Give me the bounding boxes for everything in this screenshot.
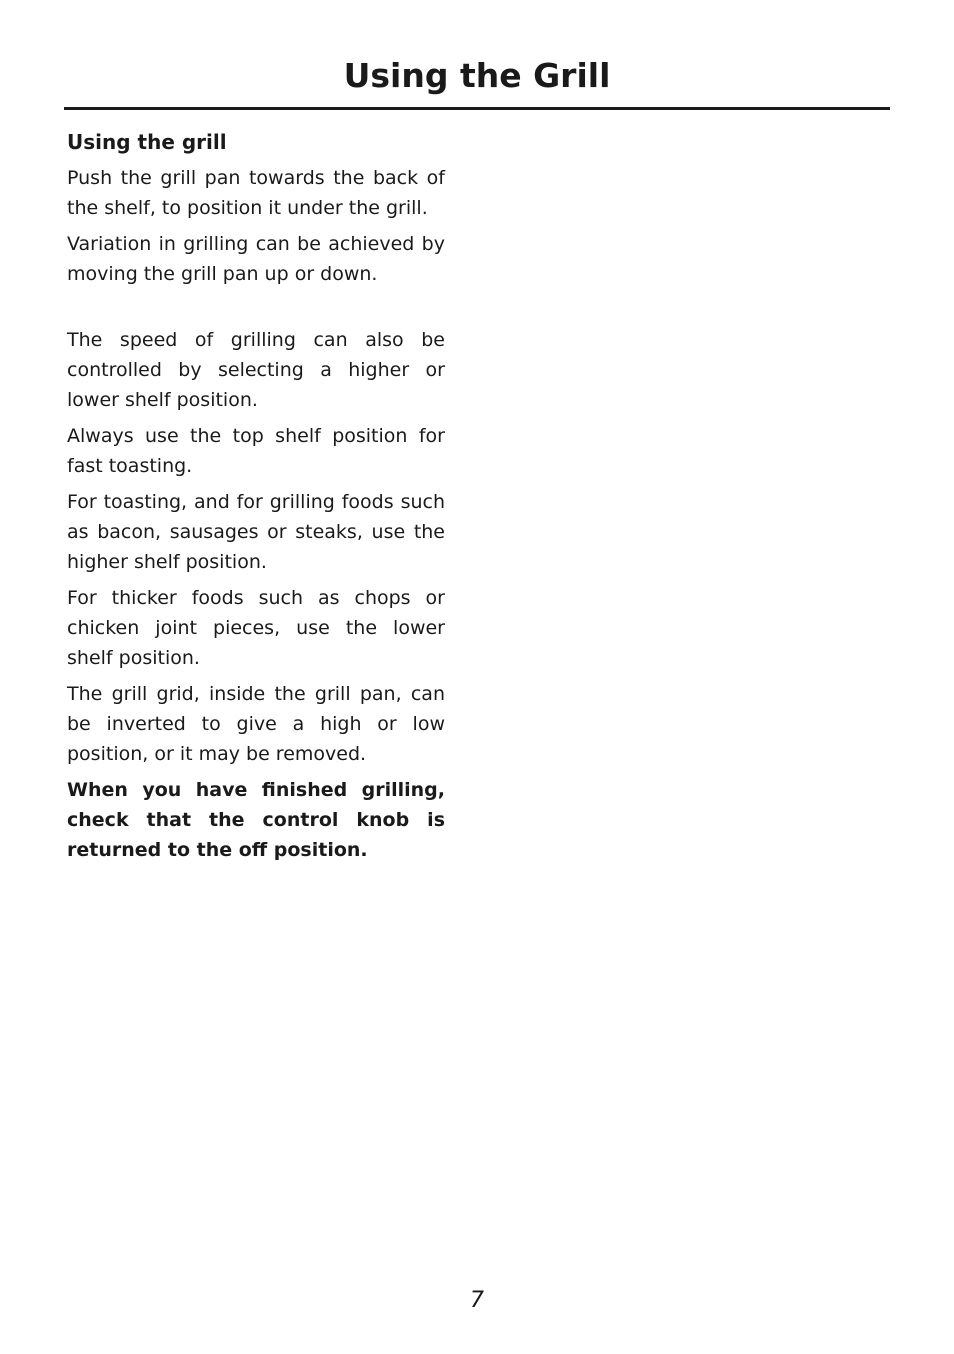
paragraph-grilling-speed: The speed of grilling can also be controlled by selecting a higher or lower shelf position.: [67, 329, 445, 411]
page-title: Using the Grill: [343, 56, 611, 95]
paragraph-grill-pan-position: Push the grill pan towards the back of the shelf, to position it under the grill.: [67, 167, 445, 219]
paragraph-lower-shelf: For thicker foods such as chops or chicken joint pieces, use the lower shelf position.: [67, 587, 445, 669]
page-number: 7: [470, 1288, 484, 1313]
warning-note: When you have finished grilling, check that the control knob is returned to the off position.: [67, 779, 445, 861]
section-heading: Using the grill: [67, 130, 227, 154]
paragraph-fast-toasting: Always use the top shelf position for fast toasting.: [67, 425, 445, 477]
paragraph-higher-shelf: For toasting, and for grilling foods such as bacon, sausages or steaks, use the higher shelf position.: [67, 491, 445, 573]
title-divider: [64, 107, 890, 110]
paragraph-grill-grid: The grill grid, inside the grill pan, can be inverted to give a high or low position, or it may be removed.: [67, 683, 445, 765]
main-content: [67, 128, 445, 871]
paragraph-grilling-variation: Variation in grilling can be achieved by moving the grill pan up or down.: [67, 233, 445, 285]
